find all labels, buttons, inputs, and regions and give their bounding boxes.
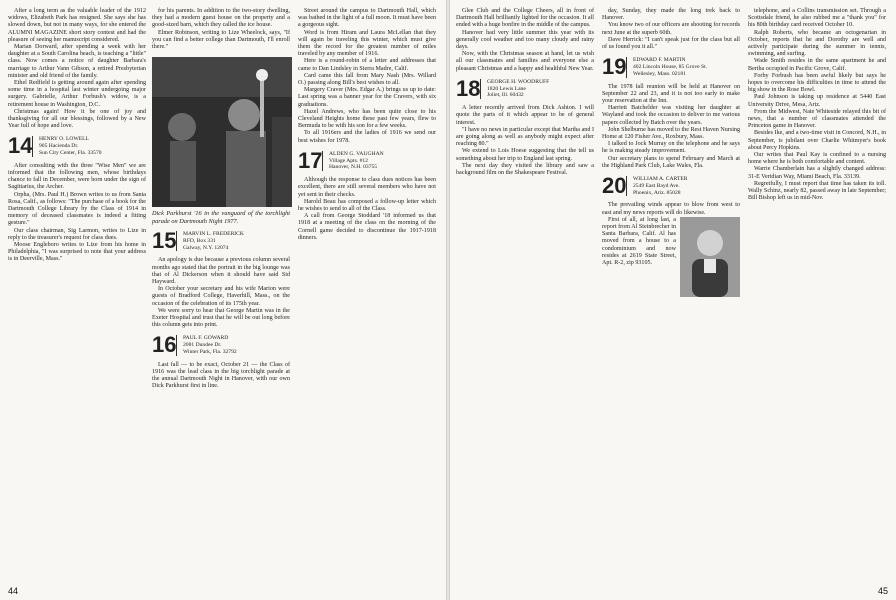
address-line: 905 Hacienda Dr. (39, 143, 79, 150)
photo-caption: Dick Parkhurst '16 in the vanguard of the torchlight parade on Dartmouth Night 1977. (152, 210, 290, 225)
paragraph: Here is a round-robin of a letter and addresses that came to Dan Lindsley in Sierra Madre, Calif. (298, 58, 436, 72)
address-line: Village Apts. #12 (329, 157, 368, 164)
paragraph: Forby Forbush has been awful likely but says he hopes to overcome his difficulties in time to attend the big show in the Rose Bowl. (748, 72, 886, 94)
paragraph: Last fall — to be exact, October 21 — the Class of 1916 was the lead class in the big torchlight parade at the annual Dartmouth Night in Hanover, with our own Dick Parkhurst first in line. (152, 361, 290, 390)
page-number: 45 (877, 586, 888, 596)
class-number: 17 (298, 147, 323, 173)
secretary-name: WILLIAM A. CARTER (633, 176, 688, 183)
secretary-name: MARVIN L. FREDERICK (183, 231, 244, 238)
address-line: Wellesley, Mass. 02181 (633, 70, 686, 77)
paragraph: Our writes that Paul Kay is confined to a nursing home where he is both comfortable and content. (748, 152, 886, 166)
left-column-1 (8, 8, 146, 264)
paragraph: Christmas again! How it be one of joy and thanksgiving for all our blessings, followed by a New Year full of hope and love. (8, 108, 146, 130)
secretary-name: HENRY O. LOWELL (39, 136, 89, 143)
paragraph: Warrie Chamberlain has a slightly changed address: 31-E Veridian Way, Miami Beach, Fla. 33139. (748, 166, 886, 180)
class-header-1918 (456, 75, 594, 101)
paragraph: Our class chairman, Sig Larmon, writes to Lize in reply to the treasurer's request for class dues. (8, 227, 146, 241)
address-line: 2081 Dundee Dr. (183, 342, 222, 349)
class-address (176, 335, 237, 355)
paragraph: for his parents. In addition to the two-story dwelling, they had a modern guest house on the property and a good-sized barn, which they called the ice house. (152, 8, 290, 29)
secretary-name: PAUL F. GOWARD (183, 335, 229, 342)
left-column-3 (298, 8, 436, 242)
paragraph: We were sorry to hear that George Martin was in the Exeter Hospital and trust that he will be out long before this column gets into print. (152, 307, 290, 329)
paragraph: Although the response to class dues notices has been excellent, there are still several members who have not yet sent in their checks. (298, 177, 436, 198)
paragraph: Moose Engleboro writes to Lize from his home in Philadelphia, "I was surprised to note that your address is in Deerville, Mass." (8, 242, 146, 263)
class-number: 20 (602, 173, 627, 199)
paragraph: In October your secretary and his wife Marion were guests of Bradford College, Haverhill, Mass., on the occasion of the celebration of its 175th year. (152, 286, 290, 307)
paragraph: Harold Beau has composed a follow-up letter which he wishes to send to all of the Class. (298, 198, 436, 213)
address-line: 2549 East Bayd Ave. (633, 182, 680, 189)
paragraph: "I have no news in particular except that Martha and I are going along as well as anybody might expect after reaching 80." (456, 126, 594, 148)
paragraph: Word is from Hiram and Laura McLellan that they will again be traveling this winter, which must give them the record for the greatest number of miles traveled by any member of 1916. (298, 29, 436, 58)
paragraph: Street around the campus to Dartmouth Hall, which was bathed in the light of a full moon. It must have been a gorgeous sight. (298, 8, 436, 29)
class-header-1914 (8, 133, 146, 159)
right-column-1 (456, 8, 594, 177)
paragraph: Margery Craver (Mrs. Edgar A.) brings us up to date: Last spring was a banner year for the Cravers, with six graduations. (298, 87, 436, 108)
class-number: 18 (456, 75, 481, 101)
class-number: 14 (8, 133, 33, 159)
class-header-1916 (152, 332, 290, 358)
class-header-1915 (152, 228, 290, 254)
paragraph: Glee Club and the College Cheers, all in front of Dartmouth Hall brilliantly lighted for the occasion. It all ended with a huge bonfire in the middle of the campus. (456, 8, 594, 29)
parade-photo-image (152, 57, 292, 207)
secretary-name: GEORGE H. WOODRUFF (487, 78, 550, 85)
paragraph: Ethel Redfield is getting around again after spending some time in a hospital last winter undergoing major surgery. Gabrielle, Arthur Forbush's widow, is a retirement house in Washington, D.C. (8, 80, 146, 108)
paragraph: After a long term as the valuable leader of the 1912 widows, Elizabeth Park has resigned. She says she has slowed down, but not in many ways, for she entered the ALUMNI MAGAZINE short story contest and had the pleasure of seeing her manuscript considered. (8, 8, 146, 43)
paragraph: Hazel Andrews, who has been quite close to his Cleveland Heights home these past few years, flew to Bermuda to be with his son for a few weeks. (298, 108, 436, 130)
address-line: Galway, N.Y. 12074 (183, 244, 229, 251)
page-number: 44 (8, 586, 19, 596)
right-column-2 (602, 8, 740, 297)
class-header-1917 (298, 147, 436, 173)
secretary-name: ALDEN G. VAUGHAN (329, 150, 384, 157)
paragraph: Besides Ike, and a two-time visit in Concord, N.H., in September, is jubilant over Charlie Whitmyer's book about Percy Hopkins. (748, 130, 886, 151)
address-line: Joliet, Ill. 60432 (487, 92, 524, 99)
address-line: 1820 Lewis Lane (487, 85, 526, 92)
address-line: Hanover, N.H. 03755 (329, 164, 378, 171)
paragraph: Regretfully, I must report that time has taken its toll. Wally Schinz, nearly 82, passed away in late September; Bill Bishop left us in mid-Nov. (748, 180, 886, 202)
paragraph: You know two of our officers are shooting for records next June at the superb 60th. (602, 22, 740, 36)
paragraph: A call from George Stoddard '18 informed us that 1918 at a meeting of the class on the morning of the Cornell game decided to discontinue the 1917-1918 dinners. (298, 213, 436, 241)
secretary-name: EDWARD F. MARTIN (633, 57, 686, 64)
class-address (176, 231, 244, 251)
class-address (626, 57, 707, 77)
right-column-3 (748, 8, 886, 202)
paragraph: The prevailing winds appear to blow from west to east and my news reports will do likewise. (602, 202, 740, 216)
paragraph: The 1978 fall reunion will be held at Hanover on September 22 and 23, and it is not too early to make your reservation at the Inn. (602, 83, 740, 105)
paragraph: Elmer Robinson, writing to Lize Wheelock, says, "If you can find a better college than Dartmouth, I'll enroll there." (152, 29, 290, 51)
paragraph: Orpha, (Mrs. Paul H.) Brown writes to us from Santa Rosa, Calif., as follows: "The purchase of a book for the Dartmouth College Library by the Class of 1914 in memory of deceased classmates is indeed a fitting gesture." (8, 191, 146, 227)
class-address (322, 151, 384, 171)
portrait-photo-image (680, 217, 740, 297)
address-line: Winter Park, Fla. 32792 (183, 349, 237, 356)
paragraph: First of all, at long last, a report from Al Steinbrecher in Santa Barbara, Calif. Al has moved from a house to a condominium and now resides at 2619 State Street, Apt. R-2, zip 93105. (602, 216, 676, 267)
paragraph: After consulting with the three "Wise Men" we are informed that the following men, whose birthdays chance to fall in December, were born under the sign of Sagittarius, the Archer. (8, 162, 146, 191)
class-number: 15 (152, 228, 177, 254)
paragraph: Our secretary plans to spend February and March at the Highland Park Club, Lake Wales, Fla. (602, 155, 740, 169)
paragraph: day, Sunday, they made the long trek back to Hanover. (602, 8, 740, 22)
paragraph: Marian Dorward, after spending a week with her daughter at a South Carolina beach, is teaching a "little" class. Now comes a notice of daughter Barbara's marriage to Arthur Vann Gibson, a retired Presbyterian minister and old friend of the family. (8, 44, 146, 79)
class-header-1919 (602, 54, 740, 80)
paragraph: Hanover had very little summer this year with its generally cool weather and too many cloudy and rainy days. (456, 29, 594, 51)
paragraph: We extend to Lois Hoese suggesting that the tell us something about her trip to England last spring. (456, 148, 594, 162)
address-line: Phoenix, Ariz. 85028 (633, 189, 681, 196)
address-line: RFD, Box 331 (183, 237, 216, 244)
address-line: 402 Lincoln House, 85 Grove St. (633, 64, 708, 71)
paragraph: John Shelburne has moved to the Rest Haven Nursing Home at 120 Fisher Ave., Roxbury, Mass. (602, 126, 740, 141)
paragraph: From the Midwest, Nate Whiteside relayed this bit of news, that a number of classmates attended the Princeton game in Hanover. (748, 108, 886, 130)
paragraph: I talked to Jock Murray on the telephone and he says he is making steady improvement. (602, 141, 740, 155)
parade-photo (152, 57, 292, 207)
address-line: Sun City Center, Fla. 33570 (39, 150, 102, 157)
paragraph: Paul Johnson is taking up residence at 5440 East University Drive, Mesa, Ariz. (748, 94, 886, 108)
paragraph: A letter recently arrived from Dick Ashton. I will quote the parts of it which appear to be of general interest. (456, 105, 594, 126)
class-header-1920 (602, 173, 740, 199)
class-address (32, 136, 102, 156)
class-address (480, 79, 549, 99)
paragraph: Wade Smith resides in the same apartment he and Bertha occupied in Pacific Grove, Calif. (748, 58, 886, 72)
paragraph: Card came this fall from Mary Nash (Mrs. Willard O.) passing along Bill's best wishes to all. (298, 72, 436, 87)
paragraph: The next day they visited the library and saw a background film on the Shakespeare Festival. (456, 162, 594, 177)
paragraph: telephone, and a Collins transmission set. Through a Scottsdale friend, he also rubbed me a "thank you" for his 80th birthday card received October 10. (748, 8, 886, 29)
left-column-2 (152, 8, 290, 391)
portrait-photo (680, 217, 740, 297)
paragraph: Harriett Batchelder was visiting her daughter at Wayland and took the occasion to deliver to me various papers collected by Batch over the years. (602, 105, 740, 126)
paragraph: Now, with the Christmas season at hand, let us wish all our classmates and families and everyone else a pleasant Christmas and a happy and healthful New Year. (456, 51, 594, 72)
class-number: 16 (152, 332, 177, 358)
paragraph: An apology is due because a previous column several months ago stated that the portrait in the big lounge was that of Al Dickerson when it should have said Sid Hayward. (152, 257, 290, 286)
right-page (450, 0, 896, 600)
class-address (626, 176, 688, 196)
paragraph: Dave Herrick: "I can't speak just for the class but all of us found you it all." (602, 36, 740, 51)
paragraph: To all 1916ers and the ladies of 1916 we send our best wishes for 1978. (298, 130, 436, 144)
left-page (0, 0, 446, 600)
class-number: 19 (602, 54, 627, 80)
paragraph: Ralph Roberts, who became an octogenarian in October, reports that he and Dorothy are well and actively participate during the summer in tennis, swimming, and surfing. (748, 29, 886, 58)
